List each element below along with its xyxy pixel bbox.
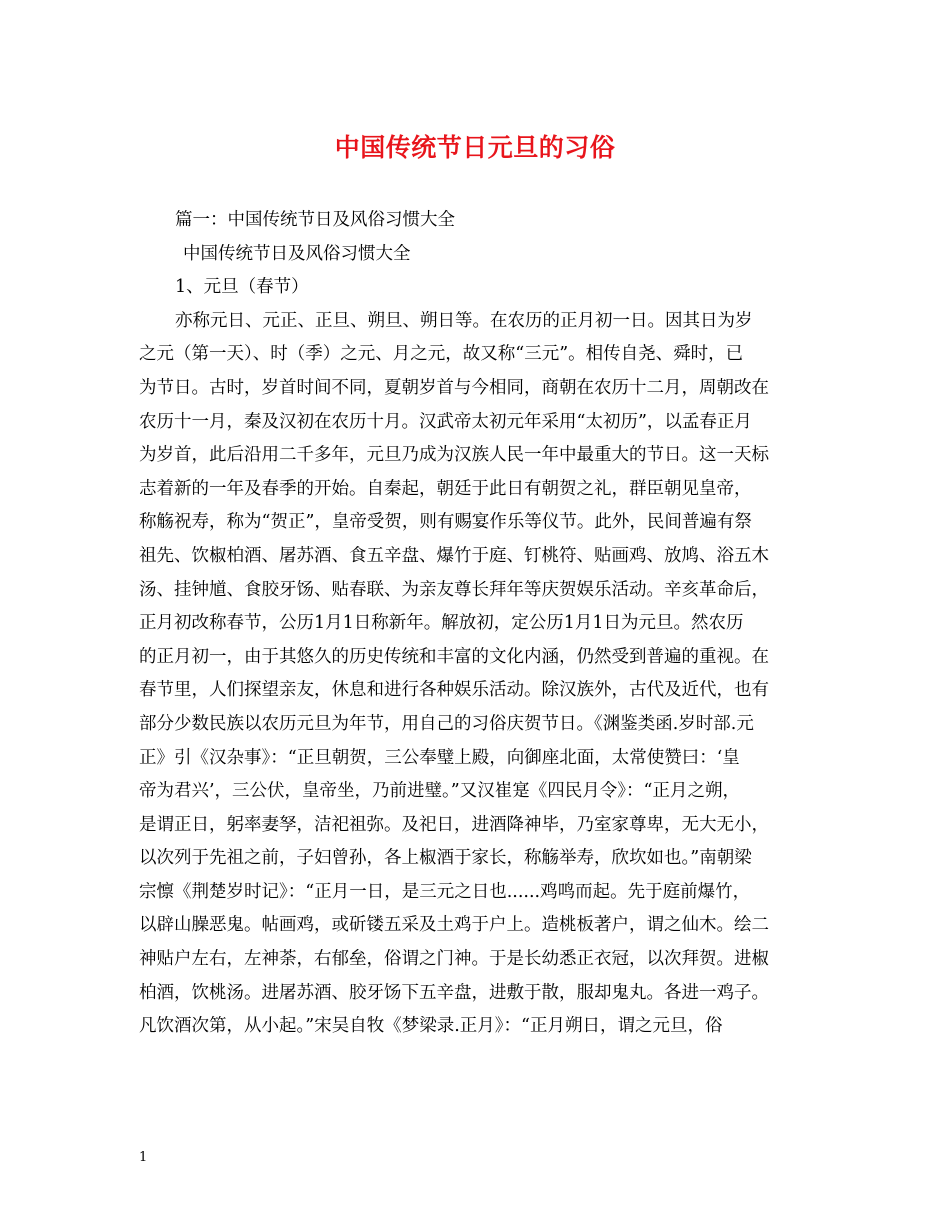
paragraph-line: 以辟山臊恶鬼。帖画鸡，或斫镂五采及土鸡于户上。造桃板著户，谓之仙木。绘二: [139, 915, 769, 936]
paragraph-line: 的正月初一，由于其悠久的历史传统和丰富的文化内涵，仍然受到普遍的重视。在: [139, 646, 769, 667]
paragraph-line: 正月初改称春节，公历1月1日称新年。解放初，定公历1月1日为元旦。然农历: [139, 613, 744, 634]
paragraph-line: 汤、挂钟馗、食胶牙饧、贴春联、为亲友尊长拜年等庆贺娱乐活动。辛亥革命后，: [139, 579, 769, 600]
paragraph-line: 农历十一月，秦及汉初在农历十月。汉武帝太初元年采用“太初历”，以孟春正月: [139, 411, 752, 432]
paragraph-line: 是谓正日，躬率妻孥，洁祀祖弥。及祀日，进酒降神毕，乃室家尊卑，无大无小，: [139, 814, 769, 835]
paragraph-line: 帝为君兴’，三公伏，皇帝坐，乃前进璧。”又汉崔寔《四民月令》：“正月之朔，: [139, 781, 740, 802]
paragraph-line: 亦称元日、元正、正旦、朔旦、朔日等。在农历的正月初一日。因其日为岁: [175, 310, 753, 331]
paragraph-line: 之元（第一天）、时（季）之元、月之元，故又称“三元”。相传自尧、舜时，已: [139, 344, 744, 365]
item-heading: 1、元旦（春节）: [175, 277, 309, 298]
paragraph-line: 为节日。古时，岁首时间不同，夏朝岁首与今相同，商朝在农历十二月，周朝改在: [139, 377, 769, 398]
paragraph-line: 正》引《汉杂事》：“正旦朝贺，三公奉璧上殿，向御座北面，太常使赞曰：‘皇: [139, 747, 740, 768]
page-title: 中国传统节日元旦的习俗: [334, 133, 616, 162]
document-body: [139, 204, 829, 1044]
paragraph-line: 宗懔《荆楚岁时记》：“正月一日，是三元之日也......鸡鸣而起。先于庭前爆竹，: [139, 881, 751, 902]
paragraph-line: 春节里，人们探望亲友，休息和进行各种娱乐活动。除汉族外，古代及近代，也有: [139, 680, 769, 701]
paragraph-line: 志着新的一年及春季的开始。自秦起，朝廷于此日有朝贺之礼，群臣朝见皇帝，: [139, 478, 752, 499]
paragraph-line: 称觞祝寿，称为“贺正”，皇帝受贺，则有赐宴作乐等仪节。此外，民间普遍有祭: [139, 512, 752, 533]
paragraph-line: 柏酒，饮桃汤。进屠苏酒、胶牙饧下五辛盘，进敷于散，服却鬼丸。各进一鸡子。: [139, 982, 769, 1003]
paragraph-line: 为岁首，此后沿用二千多年，元旦乃成为汉族人民一年中最重大的节日。这一天标: [139, 445, 769, 466]
page-number: 1: [139, 1150, 148, 1165]
paragraph-line: 部分少数民族以农历元旦为年节，用自己的习俗庆贺节日。《渊鉴类函.岁时部.元: [139, 713, 754, 734]
paragraph-line: 神贴户左右，左神荼，右郁垒，俗谓之门神。于是长幼悉正衣冠，以次拜贺。进椒: [139, 949, 769, 970]
paragraph-line: 祖先、饮椒柏酒、屠苏酒、食五辛盘、爆竹于庭、钉桃符、贴画鸡、放鸠、浴五木: [139, 545, 769, 566]
paragraph-line: 以次列于先祖之前，子妇曾孙，各上椒酒于家长，称觞举寿，欣坎如也。”南朝梁: [139, 848, 752, 869]
paragraph-line: 凡饮酒次第，从小起。”宋吴自牧《梦梁录.正月》：“正月朔日，谓之元旦，俗: [139, 1016, 723, 1037]
section-heading: 篇一：中国传统节日及风俗习惯大全: [175, 210, 455, 230]
subheading: 中国传统节日及风俗习惯大全: [183, 243, 411, 264]
